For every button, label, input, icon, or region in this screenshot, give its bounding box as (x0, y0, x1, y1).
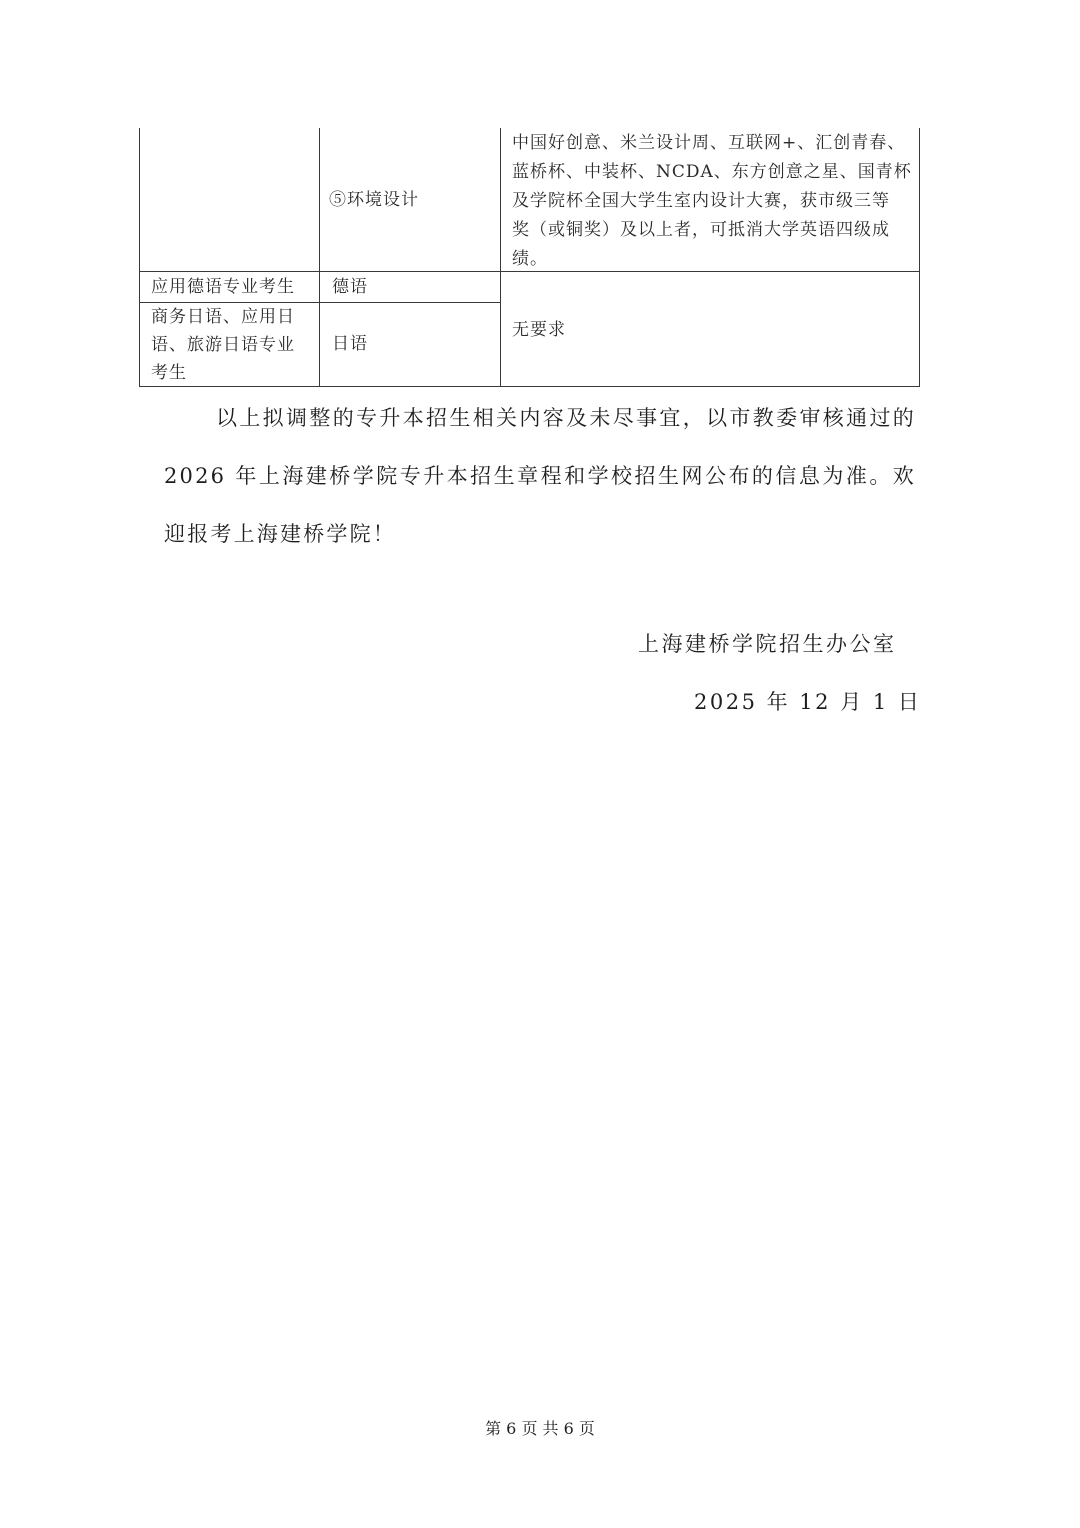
admission-requirements-table (139, 128, 920, 387)
table-border-bottom (139, 386, 920, 387)
closing-paragraph: 以上拟调整的专升本招生相关内容及未尽事宜，以市教委审核通过的 2026 年上海建桥学院专升本招生章程和学校招生网公布的信息为准。欢迎报考上海建桥学院！ (164, 406, 916, 546)
requirement-line: 及学院杯全国大学生室内设计大赛，获市级三等 (512, 191, 890, 211)
table-divider-col2 (500, 128, 501, 387)
issuing-office: 上海建桥学院招生办公室 (638, 632, 897, 656)
table-cell-category: 应用德语专业考生 (151, 277, 295, 297)
category-line: 商务日语、应用日 (151, 307, 295, 327)
table-cell-major: 德语 (332, 277, 368, 297)
category-line: 考生 (151, 363, 187, 383)
page-indicator: 第 6 页 共 6 页 (485, 1419, 595, 1438)
requirement-line: 蓝桥杯、中装杯、NCDA、东方创意之星、国青杯 (512, 162, 912, 182)
requirement-line: 绩。 (512, 249, 548, 269)
requirement-line: 奖（或铜奖）及以上者，可抵消大学英语四级成 (512, 220, 890, 240)
table-border-left (139, 128, 140, 387)
table-cell-major: 日语 (332, 334, 368, 354)
requirement-line: 中国好创意、米兰设计周、互联网+、汇创青春、 (512, 133, 906, 153)
table-divider-col1 (319, 128, 320, 387)
table-cell-shared-requirement: 无要求 (512, 320, 566, 340)
issue-date: 2025 年 12 月 1 日 (694, 690, 922, 714)
table-cell-major: ⑤环境设计 (329, 190, 419, 210)
category-line: 语、旅游日语专业 (151, 335, 295, 355)
table-border-right (919, 128, 920, 387)
